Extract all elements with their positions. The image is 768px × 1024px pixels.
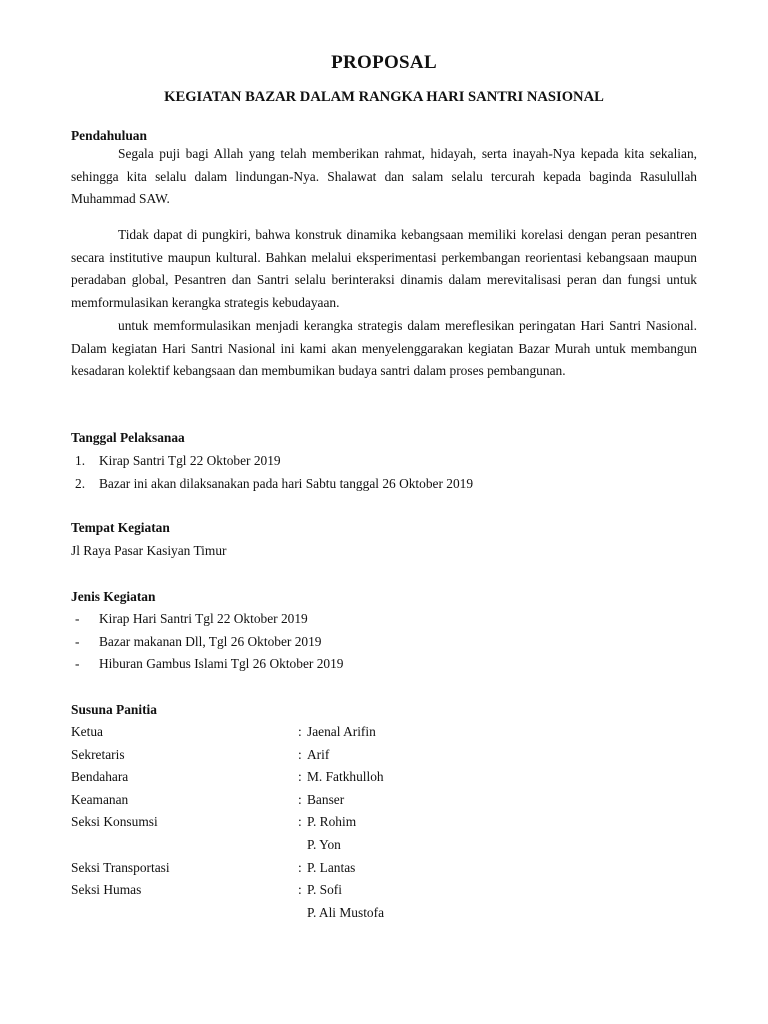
paragraph-2: Tidak dapat di pungkiri, bahwa konstruk dinamika kebangsaan memiliki korelasi dengan peran pesantren secara institutive maupun kultural. Bahkan melalui eksperimentasi perkembangan reorientasi kebangsaan maupun peradaban global, Pesantren dan Santri selalu berinteraksi dinamis dalam merevitalisasi peran dan fungsi untuk memformulasikan kerangka strategis kebudayaan. (71, 227, 697, 310)
panitia-role: Seksi Konsumsi (71, 814, 158, 830)
panitia-name: M. Fatkhulloh (307, 769, 384, 785)
list-marker: - (75, 633, 80, 649)
panitia-colon: : (298, 769, 302, 785)
panitia-role: Sekretaris (71, 746, 125, 762)
panitia-colon: : (298, 791, 302, 807)
list-item-text: Hiburan Gambus Islami Tgl 26 Oktober 2019 (99, 656, 344, 672)
paragraph-1: Segala puji bagi Allah yang telah memberikan rahmat, hidayah, serta inayah-Nya kepada kita sekalian, sehingga kita selalu dalam lindungan-Nya. Shalawat dan salam selalu tercurah kepada baginda Rasulullah Muhammad SAW. (71, 146, 697, 207)
panitia-colon: : (298, 724, 302, 739)
list-marker: - (75, 656, 80, 672)
list-item (71, 473, 697, 496)
list-item-text: Bazar ini akan dilaksanakan pada hari Sabtu tanggal 26 Oktober 2019 (99, 475, 474, 491)
panitia-role: Seksi Humas (71, 882, 142, 898)
list-item (71, 631, 697, 654)
panitia-row (71, 811, 697, 834)
list-item-text: Kirap Hari Santri Tgl 22 Oktober 2019 (99, 611, 308, 626)
tempat-text: Jl Raya Pasar Kasiyan Timur (71, 543, 227, 558)
panitia-colon: : (298, 859, 302, 875)
document-subtitle: KEGIATAN BAZAR DALAM RANGKA HARI SANTRI NASIONAL (164, 89, 604, 105)
paragraph-3: untuk memformulasikan menjadi kerangka strategis dalam mereflesikan peringatan Hari Santri Nasional. Dalam kegiatan Hari Santri Nasional ini kami akan menyelenggarakan kegiatan Bazar Murah untuk membangun kesadaran kolektif kebangsaan dan membumikan budaya santri dalam proses pembangunan. (71, 318, 697, 379)
panitia-name: P. Sofi (307, 882, 342, 898)
panitia-table (71, 721, 697, 924)
list-marker: 2. (75, 475, 86, 491)
section-heading-pendahuluan: Pendahuluan (71, 128, 147, 143)
section-heading-tanggal: Tanggal Pelaksanaa (71, 430, 185, 445)
list-marker: 1. (75, 453, 86, 468)
list-item (71, 450, 697, 473)
panitia-row (71, 744, 697, 767)
panitia-role: Keamanan (71, 791, 129, 807)
panitia-role: Seksi Transportasi (71, 859, 170, 875)
section-heading-jenis: Jenis Kegiatan (71, 589, 156, 604)
jenis-list (71, 608, 697, 676)
panitia-row (71, 766, 697, 789)
tanggal-list (71, 450, 697, 495)
panitia-name: Banser (307, 791, 345, 807)
panitia-row (71, 857, 697, 880)
panitia-name: Jaenal Arifin (307, 724, 376, 739)
panitia-role: Bendahara (71, 769, 129, 785)
panitia-name: P. Rohim (307, 814, 357, 830)
panitia-row (71, 834, 697, 857)
panitia-row (71, 879, 697, 902)
section-heading-tempat: Tempat Kegiatan (71, 520, 170, 535)
panitia-row (71, 902, 697, 925)
panitia-name: P. Yon (307, 836, 341, 852)
section-heading-panitia: Susuna Panitia (71, 702, 157, 717)
panitia-name: P. Ali Mustofa (307, 904, 385, 920)
panitia-row (71, 721, 697, 744)
list-item-text: Kirap Santri Tgl 22 Oktober 2019 (99, 453, 281, 468)
list-marker: - (75, 611, 80, 626)
panitia-colon: : (298, 882, 302, 898)
panitia-name: P. Lantas (307, 859, 356, 875)
list-item-text: Bazar makanan Dll, Tgl 26 Oktober 2019 (99, 633, 322, 649)
document-title: PROPOSAL (331, 52, 437, 73)
panitia-role: Ketua (71, 724, 103, 739)
list-item (71, 653, 697, 676)
panitia-row (71, 789, 697, 812)
panitia-colon: : (298, 746, 302, 762)
list-item (71, 608, 697, 631)
panitia-colon: : (298, 814, 302, 830)
panitia-name: Arif (307, 746, 330, 762)
